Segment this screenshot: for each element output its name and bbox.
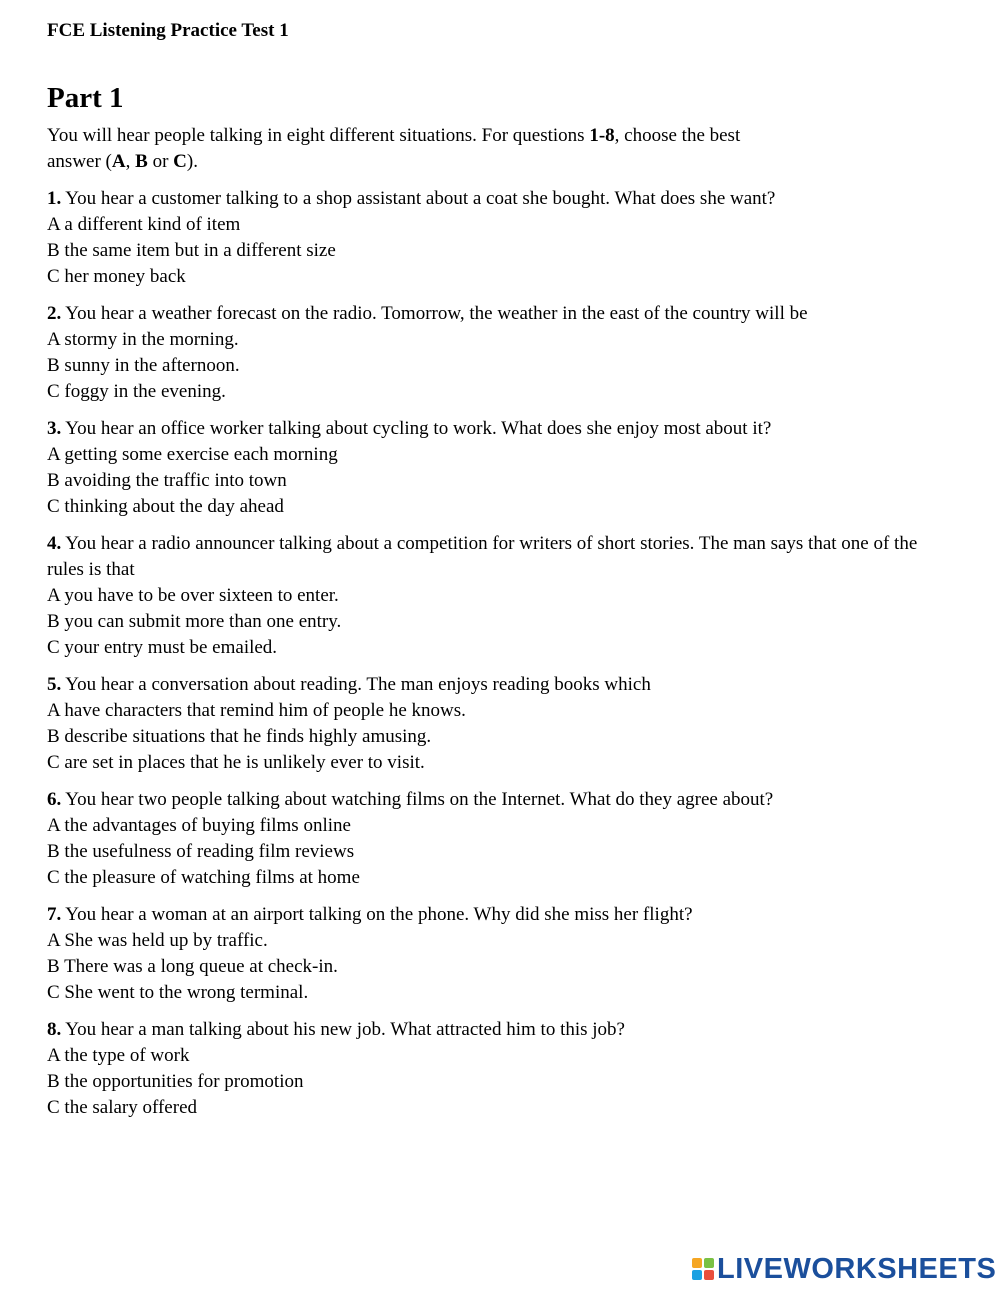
option-letter-b: B [135, 151, 148, 172]
document-title: FCE Listening Practice Test 1 [47, 20, 289, 41]
question-7 [47, 902, 957, 1006]
question-text: You hear two people talking about watching films on the Internet. What do they agree about? [61, 789, 774, 810]
option-a: A a different kind of item [47, 214, 241, 235]
logo-tile [704, 1270, 714, 1280]
option-b: B avoiding the traffic into town [47, 470, 287, 491]
question-stem [47, 672, 957, 698]
instructions-text: , choose the best answer ( [47, 125, 741, 172]
liveworksheets-logo [692, 1254, 996, 1284]
logo-tile [692, 1258, 702, 1268]
question-text: You hear a conversation about reading. The man enjoys reading books which [61, 674, 651, 695]
option-b: B describe situations that he finds highly amusing. [47, 726, 432, 747]
option-a: A getting some exercise each morning [47, 444, 338, 465]
logo-tile [704, 1258, 714, 1268]
logo-tile [692, 1270, 702, 1280]
question-4 [47, 531, 957, 661]
instructions-text: , [125, 151, 136, 172]
question-text: You hear a radio announcer talking about a competition for writers of short stories. The man says that one of the rules is that [47, 533, 918, 580]
part-heading: Part 1 [47, 82, 124, 114]
option-c: C thinking about the day ahead [47, 496, 284, 517]
question-number: 5. [47, 674, 62, 695]
question-5 [47, 672, 957, 776]
question-number: 1. [47, 188, 62, 209]
question-number: 4. [47, 533, 62, 554]
question-3 [47, 416, 957, 520]
question-stem [47, 902, 957, 928]
question-number: 2. [47, 303, 62, 324]
question-number: 7. [47, 904, 62, 925]
option-b: B the same item but in a different size [47, 240, 336, 261]
question-stem [47, 186, 957, 212]
option-a: A She was held up by traffic. [47, 930, 268, 951]
question-text: You hear an office worker talking about cycling to work. What does she enjoy most about it? [61, 418, 772, 439]
option-a: A the advantages of buying films online [47, 815, 351, 836]
option-a: A you have to be over sixteen to enter. [47, 585, 339, 606]
option-c: C She went to the wrong terminal. [47, 982, 309, 1003]
instructions [47, 123, 787, 175]
question-text: You hear a man talking about his new job. What attracted him to this job? [61, 1019, 625, 1040]
question-number: 3. [47, 418, 62, 439]
option-b: B you can submit more than one entry. [47, 611, 342, 632]
instructions-text: You will hear people talking in eight different situations. For questions [47, 125, 590, 146]
logo-text: LIVEWORKSHEETS [717, 1253, 997, 1285]
instructions-text: or [147, 151, 174, 172]
question-2 [47, 301, 957, 405]
question-text: You hear a customer talking to a shop assistant about a coat she bought. What does she want? [61, 188, 776, 209]
question-stem [47, 787, 957, 813]
question-stem [47, 416, 957, 442]
option-c: C foggy in the evening. [47, 381, 226, 402]
option-b: B the usefulness of reading film reviews [47, 841, 355, 862]
option-a: A the type of work [47, 1045, 190, 1066]
question-stem [47, 531, 957, 583]
option-b: B the opportunities for promotion [47, 1071, 304, 1092]
option-b: B There was a long queue at check-in. [47, 956, 338, 977]
option-b: B sunny in the afternoon. [47, 355, 240, 376]
question-number: 6. [47, 789, 62, 810]
instructions-text: ). [186, 151, 198, 172]
liveworksheets-logo-icon [692, 1258, 714, 1280]
option-c: C the pleasure of watching films at home [47, 867, 360, 888]
question-8 [47, 1017, 957, 1121]
question-text: You hear a weather forecast on the radio. Tomorrow, the weather in the east of the country will be [61, 303, 808, 324]
option-a: A have characters that remind him of people he knows. [47, 700, 466, 721]
question-stem [47, 301, 957, 327]
question-text: You hear a woman at an airport talking on the phone. Why did she miss her flight? [61, 904, 693, 925]
question-1 [47, 186, 957, 290]
option-letter-c: C [173, 151, 187, 172]
option-c: C are set in places that he is unlikely ever to visit. [47, 752, 425, 773]
question-number: 8. [47, 1019, 62, 1040]
option-c: C your entry must be emailed. [47, 637, 278, 658]
worksheet-content [47, 123, 957, 1132]
option-c: C her money back [47, 266, 186, 287]
question-range: 1-8 [589, 125, 615, 146]
question-stem [47, 1017, 957, 1043]
question-6 [47, 787, 957, 891]
option-a: A stormy in the morning. [47, 329, 239, 350]
option-c: C the salary offered [47, 1097, 198, 1118]
option-letter-a: A [111, 151, 126, 172]
